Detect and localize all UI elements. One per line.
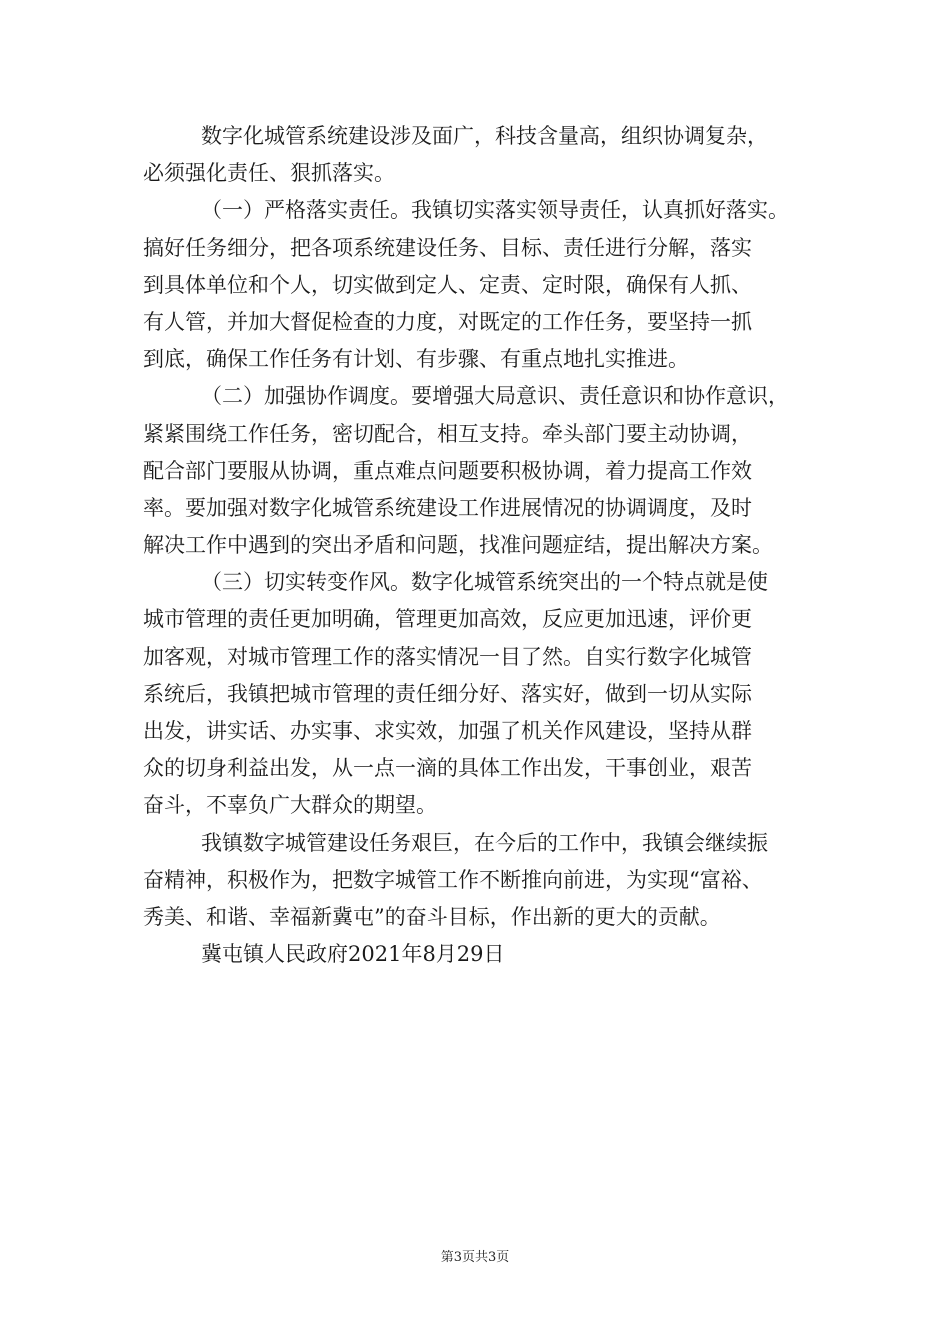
signature-date-line: 冀屯镇人民政府2021年8月29日: [201, 942, 505, 967]
text-line: 紧紧围绕工作任务，密切配合，相互支持。牵头部门要主动协调，: [143, 421, 752, 446]
text-line: 到具体单位和个人，切实做到定人、定责、定时限，确保有人抓、: [143, 272, 752, 297]
text-line: （三）切实转变作风。数字化城管系统突出的一个特点就是使: [201, 570, 768, 595]
text-line: 系统后，我镇把城市管理的责任细分好、落实好，做到一切从实际: [143, 681, 752, 706]
text-line: （一）严格落实责任。我镇切实落实领导责任，认真抓好落实。: [201, 198, 789, 223]
text-line: 众的切身利益出发，从一点一滴的具体工作出发，干事创业，艰苦: [143, 756, 752, 781]
text-line: 率。要加强对数字化城管系统建设工作进展情况的协调调度，及时: [143, 495, 752, 520]
text-line: 我镇数字城管建设任务艰巨，在今后的工作中，我镇会继续振: [201, 830, 768, 855]
text-line: 必须强化责任、狠抓落实。: [143, 161, 395, 186]
text-line: （二）加强协作调度。要增强大局意识、责任意识和协作意识，: [201, 384, 789, 409]
page-footer: [0, 1246, 950, 1265]
document-body: [143, 118, 823, 973]
text-line: 城市管理的责任更加明确，管理更加高效，反应更加迅速，评价更: [143, 607, 752, 632]
text-line: 配合部门要服从协调，重点难点问题要积极协调，着力提高工作效: [143, 458, 752, 483]
text-line: 搞好任务细分，把各项系统建设任务、目标、责任进行分解，落实: [143, 235, 752, 260]
text-line: 加客观，对城市管理工作的落实情况一目了然。自实行数字化城管: [143, 644, 752, 669]
text-line: 出发，讲实话、办实事、求实效，加强了机关作风建设，坚持从群: [143, 719, 752, 743]
text-line: 秀美、和谐、幸福新冀屯”的奋斗目标，作出新的更大的贡献。: [143, 904, 721, 929]
text-line: 奋斗，不辜负广大群众的期望。: [143, 793, 437, 818]
page-number: 第3页共3页: [440, 1250, 510, 1265]
text-line: 奋精神，积极作为，把数字城管工作不断推向前进，为实现“富裕、: [143, 867, 763, 892]
text-line: 到底，确保工作任务有计划、有步骤、有重点地扎实推进。: [143, 347, 689, 372]
text-line: 解决工作中遇到的突出矛盾和问题，找准问题症结，提出解决方案。: [143, 533, 773, 558]
text-line: 有人管，并加大督促检查的力度，对既定的工作任务，要坚持一抓: [143, 309, 752, 334]
text-line: 数字化城管系统建设涉及面广，科技含量高，组织协调复杂，: [201, 124, 768, 148]
